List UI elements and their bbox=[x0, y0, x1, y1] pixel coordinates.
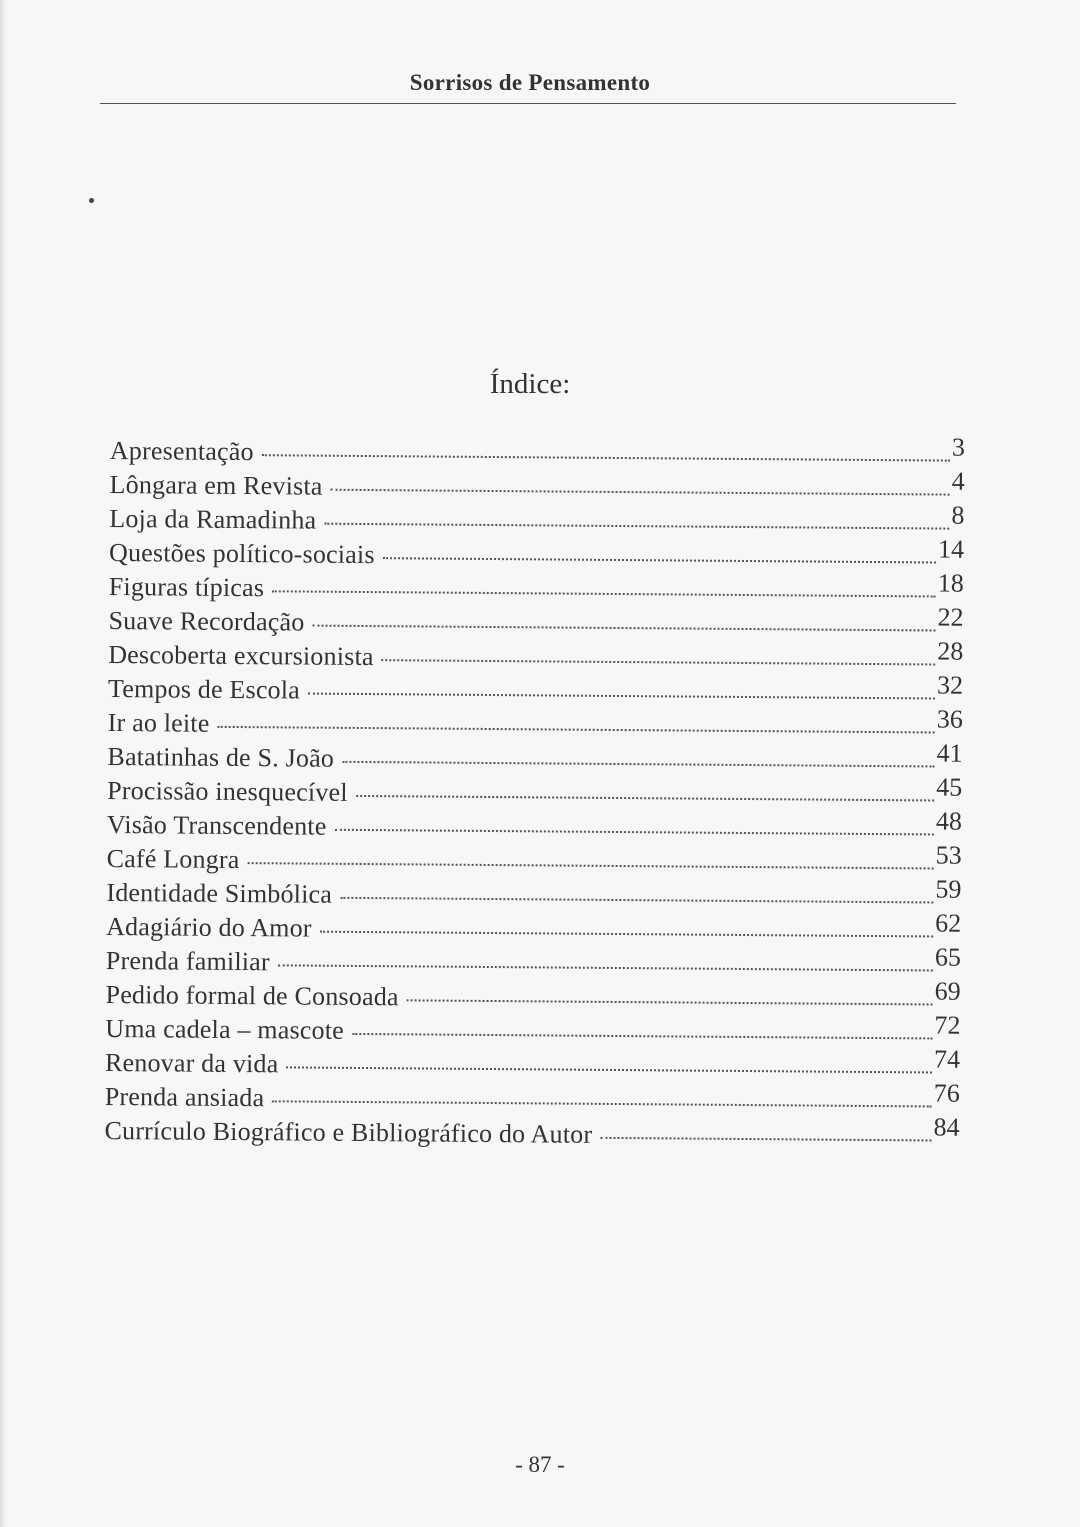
header-rule bbox=[100, 103, 956, 104]
toc-dot-leader bbox=[356, 795, 934, 802]
toc-entry-page: 8 bbox=[951, 500, 965, 530]
toc-dot-leader bbox=[248, 862, 934, 869]
toc-entry-page: 65 bbox=[934, 942, 962, 972]
toc-entry-page: 28 bbox=[937, 636, 964, 666]
toc-dot-leader bbox=[600, 1137, 931, 1142]
toc-entry-label: Renovar da vida bbox=[104, 1047, 279, 1079]
toc-entry-label: Currículo Biográfico e Bibliográfico do Autor bbox=[104, 1115, 593, 1149]
toc-dot-leader bbox=[407, 999, 933, 1005]
toc-dot-leader bbox=[262, 454, 950, 461]
toc-dot-leader bbox=[335, 829, 934, 836]
toc-dot-leader bbox=[272, 1100, 932, 1107]
toc-entry-page: 22 bbox=[937, 602, 964, 632]
toc-entry-label: Figuras típicas bbox=[108, 571, 265, 603]
toc-dot-leader bbox=[340, 897, 933, 904]
toc-dot-leader bbox=[272, 590, 936, 597]
toc-entry-page: 53 bbox=[935, 840, 962, 870]
toc-entry-page: 62 bbox=[935, 908, 962, 938]
toc-dot-leader bbox=[278, 964, 933, 971]
table-of-contents bbox=[104, 434, 965, 1155]
toc-entry-page: 76 bbox=[933, 1078, 960, 1108]
page-number: - 87 - bbox=[515, 1452, 565, 1477]
toc-entry-label: Pedido formal de Consoada bbox=[105, 979, 399, 1012]
toc-dot-leader bbox=[324, 523, 949, 530]
toc-entry-page: 45 bbox=[936, 772, 963, 802]
toc-dot-leader bbox=[308, 693, 935, 700]
toc-entry-page: 41 bbox=[936, 738, 963, 768]
toc-entry-label: Descoberta excursionista bbox=[108, 639, 374, 672]
toc-entry-page: 18 bbox=[937, 568, 964, 598]
toc-dot-leader bbox=[382, 659, 936, 665]
stray-dot bbox=[89, 198, 94, 203]
toc-entry-label: Lôngara em Revista bbox=[109, 469, 323, 501]
toc-entry-label: Batatinhas de S. João bbox=[107, 741, 335, 773]
toc-entry-page: 48 bbox=[935, 806, 963, 836]
toc-entry-page: 69 bbox=[934, 976, 961, 1006]
toc-dot-leader bbox=[218, 726, 935, 734]
toc-dot-leader bbox=[342, 761, 934, 768]
toc-dot-leader bbox=[383, 557, 936, 563]
toc-entry-label: Questões político-sociais bbox=[108, 537, 375, 570]
toc-entry-label: Suave Recordação bbox=[108, 605, 305, 637]
toc-entry-label: Uma cadela – mascote bbox=[105, 1013, 345, 1045]
toc-entry-page: 74 bbox=[934, 1044, 961, 1074]
toc-entry bbox=[108, 672, 963, 713]
toc-entry-page: 3 bbox=[951, 432, 966, 462]
toc-entry-label: Loja da Ramadinha bbox=[109, 503, 317, 535]
toc-dot-leader bbox=[312, 625, 935, 632]
toc-entry-page: 59 bbox=[935, 874, 962, 904]
toc-entry-page: 14 bbox=[938, 534, 965, 564]
toc-dot-leader bbox=[286, 1066, 932, 1073]
toc-entry-label: Prenda familiar bbox=[105, 945, 270, 977]
toc-dot-leader bbox=[352, 1033, 932, 1040]
toc-entry-label: Café Longra bbox=[106, 843, 240, 875]
toc-entry-label: Prenda ansiada bbox=[104, 1081, 265, 1113]
toc-dot-leader bbox=[331, 489, 950, 496]
toc-entry-label: Apresentação bbox=[109, 435, 254, 467]
toc-entry-label: Procissão inesquecível bbox=[107, 775, 348, 807]
toc-entry-page: 36 bbox=[936, 704, 963, 734]
toc-entry-label: Tempos de Escola bbox=[107, 673, 301, 705]
toc-dot-leader bbox=[320, 931, 933, 938]
toc-entry-label: Adagiário do Amor bbox=[106, 911, 312, 943]
toc-entry-page: 4 bbox=[951, 466, 965, 496]
page-edge-shadow bbox=[0, 0, 6, 1527]
toc-entry-page: 32 bbox=[936, 670, 964, 700]
toc-entry bbox=[104, 1114, 959, 1155]
toc-entry-label: Identidade Simbólica bbox=[106, 877, 333, 909]
toc-entry-page: 72 bbox=[934, 1010, 961, 1040]
running-header: Sorrisos de Pensamento bbox=[409, 70, 651, 95]
toc-entry-label: Ir ao leite bbox=[107, 707, 210, 738]
toc-title: Índice: bbox=[489, 368, 571, 400]
toc-entry-label: Visão Transcendente bbox=[106, 809, 327, 841]
toc-entry-page: 84 bbox=[933, 1112, 960, 1142]
